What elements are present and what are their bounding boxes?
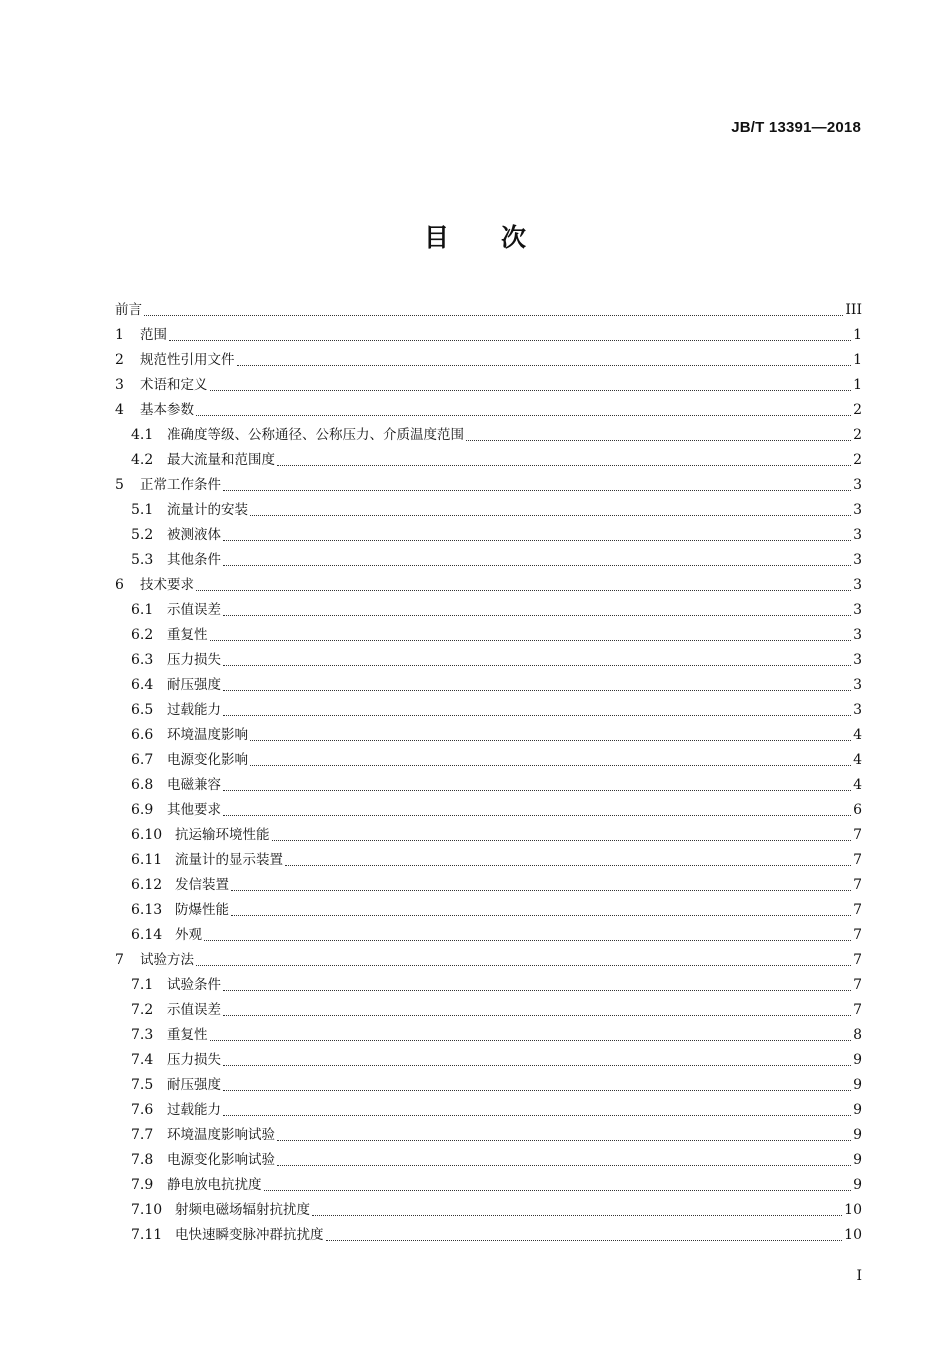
toc-entry[interactable] (115, 698, 862, 723)
toc-entry-label: 重复性 (167, 1027, 208, 1043)
dot-leader (223, 689, 851, 691)
toc-entry-number: 2 (115, 352, 124, 368)
toc-entry-number: 7.7 (131, 1127, 154, 1143)
toc-entry-label: 重复性 (167, 627, 208, 643)
toc-entry-number: 7 (115, 952, 124, 968)
toc-entry[interactable] (115, 1073, 862, 1098)
toc-entry-number: 4.2 (131, 452, 154, 468)
toc-entry-page: 3 (853, 577, 862, 593)
dot-leader (223, 564, 851, 566)
toc-entry[interactable] (115, 1123, 862, 1148)
dot-leader (312, 1214, 842, 1216)
toc-entry-number: 6.2 (131, 627, 154, 643)
toc-entry-label: 防爆性能 (175, 902, 229, 918)
toc-entry-number: 6.7 (131, 752, 154, 768)
toc-entry-number: 7.5 (131, 1077, 154, 1093)
dot-leader (231, 914, 851, 916)
dot-leader (277, 464, 851, 466)
toc-entry-label: 最大流量和范围度 (167, 452, 275, 468)
toc-entry-label: 环境温度影响试验 (167, 1127, 275, 1143)
toc-entry-page: 4 (853, 752, 862, 768)
toc-entry[interactable] (115, 1023, 862, 1048)
toc-entry-page: 4 (853, 777, 862, 793)
toc-entry-label: 电源变化影响试验 (167, 1152, 275, 1168)
toc-entry-page: 9 (853, 1152, 862, 1168)
toc-entry-page: 3 (853, 677, 862, 693)
toc-entry-page: 7 (853, 1002, 862, 1018)
dot-leader (223, 1114, 851, 1116)
toc-entry-page: 7 (853, 827, 862, 843)
toc-entry-number: 6.14 (131, 927, 163, 943)
toc-entry-label: 规范性引用文件 (140, 352, 235, 368)
toc-entry[interactable] (115, 1198, 862, 1223)
dot-leader (237, 364, 852, 366)
toc-entry-label: 射频电磁场辐射抗扰度 (175, 1202, 310, 1218)
dot-leader (231, 889, 851, 891)
toc-entry[interactable] (115, 448, 862, 473)
dot-leader (277, 1139, 851, 1141)
toc-entry-number: 6 (115, 577, 124, 593)
toc-entry[interactable] (115, 748, 862, 773)
toc-entry-number: 7.9 (131, 1177, 154, 1193)
toc-entry-label: 压力损失 (167, 652, 221, 668)
toc-entry-page: 1 (853, 352, 862, 368)
dot-leader (196, 414, 851, 416)
toc-entry[interactable] (115, 1173, 862, 1198)
dot-leader (223, 489, 851, 491)
toc-entry-page: 7 (853, 927, 862, 943)
dot-leader (223, 989, 851, 991)
toc-entry-number: 5.2 (131, 527, 154, 543)
toc-entry-number: 7.2 (131, 1002, 154, 1018)
dot-leader (223, 1089, 851, 1091)
toc-entry-page: 3 (853, 502, 862, 518)
toc-entry-label: 外观 (175, 927, 202, 943)
toc-entry-number: 6.12 (131, 877, 163, 893)
standard-code: JB/T 13391—2018 (731, 119, 861, 136)
dot-leader (285, 864, 851, 866)
toc-entry-number: 4.1 (131, 427, 154, 443)
toc-entry-number: 7.11 (131, 1227, 163, 1243)
toc-entry-page: 2 (853, 452, 862, 468)
toc-entry-number: 6.6 (131, 727, 154, 743)
toc-entry-number: 6.10 (131, 827, 163, 843)
toc-entry-page: 3 (853, 527, 862, 543)
toc-entry-label: 前言 (115, 302, 142, 318)
toc-entry-number: 7.6 (131, 1102, 154, 1118)
toc-entry-page: 3 (853, 627, 862, 643)
toc-entry-label: 准确度等级、公称通径、公称压力、介质温度范围 (167, 427, 464, 443)
dot-leader (250, 514, 851, 516)
toc-entry-label: 技术要求 (140, 577, 194, 593)
toc-entry-page: 9 (853, 1077, 862, 1093)
toc-entry-number: 7.8 (131, 1152, 154, 1168)
dot-leader (264, 1189, 852, 1191)
toc-entry-label: 过载能力 (167, 1102, 221, 1118)
toc-entry-number: 6.8 (131, 777, 154, 793)
toc-entry-number: 6.9 (131, 802, 154, 818)
toc-entry-page: 3 (853, 652, 862, 668)
dot-leader (223, 614, 851, 616)
dot-leader (223, 1014, 851, 1016)
toc-entry-page: 6 (853, 802, 862, 818)
toc-entry[interactable] (115, 523, 862, 548)
toc-entry-label: 流量计的显示装置 (175, 852, 283, 868)
toc-entry-page: 4 (853, 727, 862, 743)
dot-leader (144, 314, 843, 316)
toc-entry-number: 7.10 (131, 1202, 163, 1218)
toc-entry-page: 9 (853, 1052, 862, 1068)
dot-leader (223, 814, 851, 816)
dot-leader (250, 764, 851, 766)
toc-entry-number: 3 (115, 377, 124, 393)
toc-entry-number: 6.5 (131, 702, 154, 718)
toc-entry[interactable] (115, 498, 862, 523)
toc-entry-page: 10 (844, 1202, 862, 1218)
toc-entry-page: 3 (853, 602, 862, 618)
toc-entry-number: 7.1 (131, 977, 154, 993)
toc-entry[interactable] (115, 873, 862, 898)
page-number: I (856, 1268, 862, 1284)
dot-leader (223, 714, 851, 716)
dot-leader (169, 339, 851, 341)
dot-leader (196, 589, 851, 591)
dot-leader (223, 1064, 851, 1066)
toc-entry-number: 5.1 (131, 502, 154, 518)
toc-entry[interactable] (115, 723, 862, 748)
toc-entry[interactable] (115, 1098, 862, 1123)
toc-entry-label: 试验条件 (167, 977, 221, 993)
toc-entry-label: 电磁兼容 (167, 777, 221, 793)
toc-entry-label: 电源变化影响 (167, 752, 248, 768)
toc-entry[interactable] (115, 898, 862, 923)
toc-entry-number: 7.3 (131, 1027, 154, 1043)
toc-entry[interactable] (115, 623, 862, 648)
toc-entry[interactable] (115, 473, 862, 498)
dot-leader (250, 739, 851, 741)
toc-entry-page: 1 (853, 377, 862, 393)
toc-entry-page: 9 (853, 1177, 862, 1193)
toc-entry-page: 8 (853, 1027, 862, 1043)
toc-entry[interactable] (115, 973, 862, 998)
toc-entry-number: 4 (115, 402, 124, 418)
toc-entry[interactable] (115, 298, 862, 323)
toc-entry-label: 正常工作条件 (140, 477, 221, 493)
toc-entry-label: 示值误差 (167, 602, 221, 618)
toc-entry-label: 其他条件 (167, 552, 221, 568)
toc-entry[interactable] (115, 598, 862, 623)
toc-entry[interactable] (115, 373, 862, 398)
toc-entry-label: 被测液体 (167, 527, 221, 543)
toc-entry-number: 1 (115, 327, 124, 343)
toc-entry-page: 3 (853, 552, 862, 568)
toc-entry[interactable] (115, 398, 862, 423)
toc-entry[interactable] (115, 673, 862, 698)
title-char-2: 次 (501, 223, 527, 252)
toc-entry-label: 耐压强度 (167, 1077, 221, 1093)
toc-entry-page: 7 (853, 877, 862, 893)
toc-entry-label: 电快速瞬变脉冲群抗扰度 (175, 1227, 324, 1243)
toc-entry[interactable] (115, 348, 862, 373)
toc-entry-label: 发信装置 (175, 877, 229, 893)
toc-entry-label: 压力损失 (167, 1052, 221, 1068)
toc-entry[interactable] (115, 998, 862, 1023)
toc-entry[interactable] (115, 548, 862, 573)
toc-entry-label: 静电放电抗扰度 (167, 1177, 262, 1193)
toc-entry-page: 3 (853, 702, 862, 718)
toc-entry[interactable] (115, 1223, 862, 1248)
toc-entry-page: 7 (853, 902, 862, 918)
toc-entry-number: 7.4 (131, 1052, 154, 1068)
toc-entry-page: 3 (853, 477, 862, 493)
toc-entry-number: 6.13 (131, 902, 163, 918)
toc-entry-page: 9 (853, 1102, 862, 1118)
dot-leader (326, 1239, 843, 1241)
dot-leader (196, 964, 851, 966)
toc-entry[interactable] (115, 648, 862, 673)
dot-leader (204, 939, 851, 941)
toc-entry-number: 5 (115, 477, 124, 493)
toc-entry-label: 抗运输环境性能 (175, 827, 270, 843)
toc-entry-number: 5.3 (131, 552, 154, 568)
toc-entry-page: 7 (853, 852, 862, 868)
toc-entry[interactable] (115, 323, 862, 348)
toc-entry-label: 试验方法 (140, 952, 194, 968)
toc-entry[interactable] (115, 1048, 862, 1073)
toc-entry[interactable] (115, 1148, 862, 1173)
toc-entry-page: 1 (853, 327, 862, 343)
toc-entry-label: 术语和定义 (140, 377, 208, 393)
toc-entry-page: III (845, 302, 862, 318)
dot-leader (272, 839, 852, 841)
toc-entry[interactable] (115, 798, 862, 823)
toc-entry[interactable] (115, 573, 862, 598)
toc-entry-label: 范围 (140, 327, 167, 343)
toc-entry-page: 9 (853, 1127, 862, 1143)
page-title (0, 218, 950, 254)
toc-entry-label: 过载能力 (167, 702, 221, 718)
toc-entry-page: 2 (853, 402, 862, 418)
toc-entry-page: 7 (853, 952, 862, 968)
toc-entry[interactable] (115, 823, 862, 848)
toc-entry-label: 环境温度影响 (167, 727, 248, 743)
toc-entry-number: 6.11 (131, 852, 163, 868)
toc-entry[interactable] (115, 773, 862, 798)
title-char-1: 目 (423, 223, 449, 252)
toc-entry-number: 6.3 (131, 652, 154, 668)
dot-leader (210, 389, 852, 391)
dot-leader (223, 664, 851, 666)
toc-entry-label: 其他要求 (167, 802, 221, 818)
toc-entry-label: 示值误差 (167, 1002, 221, 1018)
toc-entry-label: 基本参数 (140, 402, 194, 418)
toc-entry[interactable] (115, 423, 862, 448)
toc-entry-label: 耐压强度 (167, 677, 221, 693)
dot-leader (223, 539, 851, 541)
dot-leader (223, 789, 851, 791)
toc-entry-page: 7 (853, 977, 862, 993)
toc-entry[interactable] (115, 948, 862, 973)
toc-entry[interactable] (115, 923, 862, 948)
toc-entry-page: 10 (844, 1227, 862, 1243)
toc-entry-label: 流量计的安装 (167, 502, 248, 518)
toc-entry-number: 6.1 (131, 602, 154, 618)
dot-leader (210, 1039, 852, 1041)
dot-leader (210, 639, 852, 641)
toc-entry-page: 2 (853, 427, 862, 443)
dot-leader (277, 1164, 851, 1166)
toc-entry-number: 6.4 (131, 677, 154, 693)
table-of-contents (115, 298, 862, 1248)
toc-entry[interactable] (115, 848, 862, 873)
dot-leader (466, 439, 851, 441)
